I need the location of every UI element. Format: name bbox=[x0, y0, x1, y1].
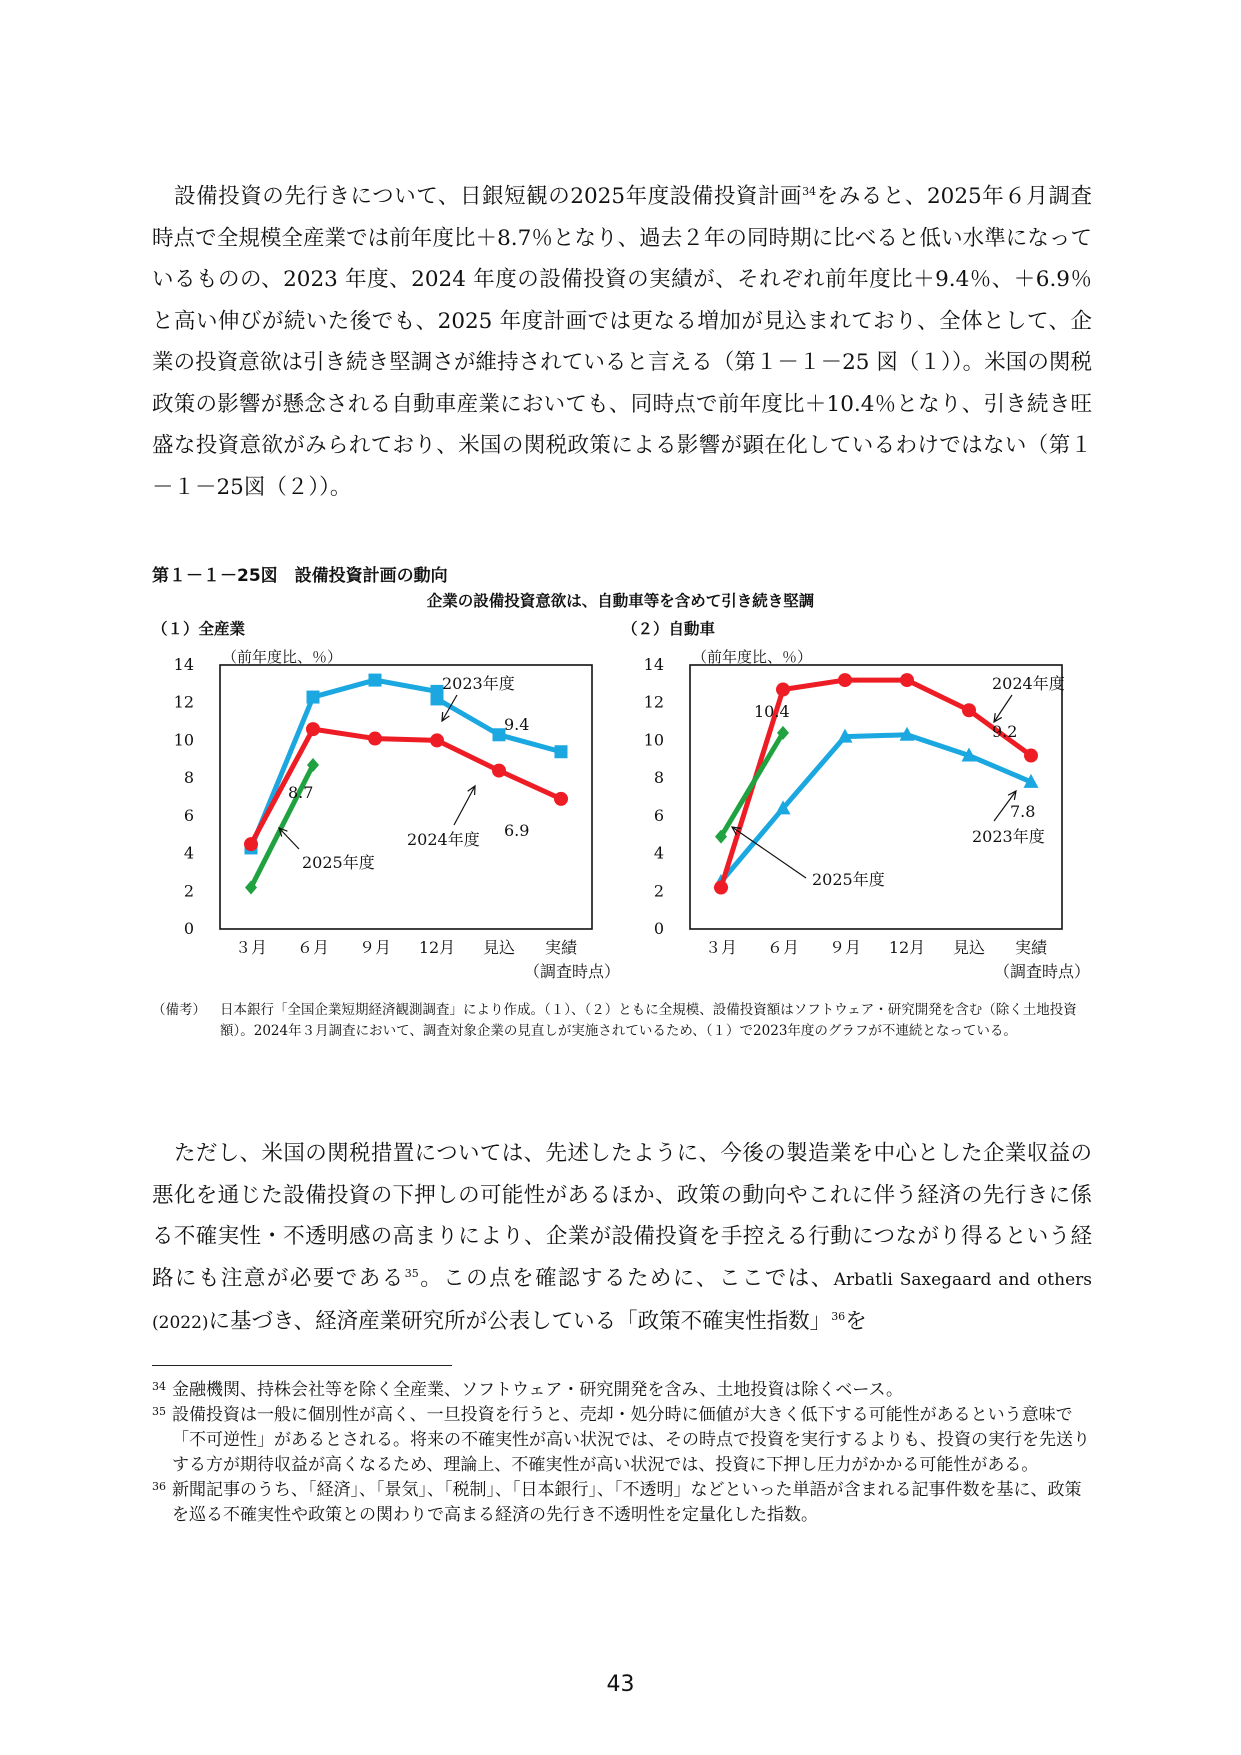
y-tick-label: 8 bbox=[653, 768, 664, 788]
label-2024: 2024年度 bbox=[992, 674, 1065, 693]
footnote-text: 新聞記事のうち、「経済」、「景気」、「税制」、「日本銀行」、「不透明」などといった単語が含まれる記事件数を基に、政策を巡る不確実性や政策との関わりで高まる経済の先行き不透明性を定量化した指数。 bbox=[172, 1480, 1082, 1525]
footnote-36 bbox=[152, 1478, 1092, 1528]
x-tick-label: 実績 bbox=[1014, 938, 1048, 957]
circle-marker bbox=[714, 881, 728, 895]
x-axis-title: （調査時点） bbox=[993, 962, 1090, 981]
footnote-text: 金融機関、持株会社等を除く全産業、ソフトウェア・研究開発を含み、土地投資は除くベース。 bbox=[172, 1380, 903, 1400]
footnote-34 bbox=[152, 1378, 1092, 1403]
y-unit-label: （前年度比、％） bbox=[222, 648, 343, 666]
y-tick-label: 10 bbox=[643, 730, 664, 750]
x-tick-label: 12月 bbox=[418, 938, 456, 957]
x-tick-label: ３月 bbox=[704, 938, 738, 957]
panel1-label: （１）全産業 bbox=[152, 620, 246, 638]
intro-text-part2: をみると、2025年６月調査時点で全規模全産業では前年度比＋8.7％となり、過去２年の同時期に比べると低い水準になっているものの、2023 年度、2024 年度の設備投資の実績が、それぞれ前年度比＋9.4％、＋6.9％と高い伸びが続いた後でも、2025 年度計画では更なる増加が見込まれており、全体として、企業の投資意欲は引き続き堅調さが維持されていると言える（第１－１－25 図（１））。米国の関税政策の影響が懸念される自動車産業においても、同時点で前年度比＋10.4％となり、引き続き旺盛な投資意欲がみられており、米国の関税政策による影響が顕在化しているわけではない（第１－１－25図（２））。 bbox=[152, 184, 1093, 500]
footnote-ref-34[interactable]: 34 bbox=[802, 184, 817, 198]
y-tick-label: 0 bbox=[183, 919, 194, 938]
square-marker bbox=[555, 745, 568, 758]
circle-marker bbox=[430, 733, 444, 747]
y-tick-label: 2 bbox=[653, 881, 664, 901]
square-marker bbox=[307, 691, 320, 704]
data-label-2023: 7.8 bbox=[1010, 802, 1036, 821]
data-label-2025: 8.7 bbox=[288, 783, 314, 802]
arrow-2024 bbox=[994, 695, 1012, 722]
circle-marker bbox=[368, 732, 382, 746]
y-tick-label: 0 bbox=[653, 919, 664, 938]
footnote-35 bbox=[152, 1403, 1092, 1478]
label-2024: 2024年度 bbox=[407, 830, 480, 849]
circle-marker bbox=[244, 837, 258, 851]
x-tick-label: ９月 bbox=[358, 938, 392, 957]
x-tick-label: ９月 bbox=[828, 938, 862, 957]
x-tick-label: ３月 bbox=[234, 938, 268, 957]
note-text: 日本銀行「全国企業短期経済観測調査」により作成。（１）、（２）ともに全規模、設備投資額はソフトウェア・研究開発を含む（除く土地投資額）。2024年３月調査において、調査対象企業の見直しが実施されているため、（１）で2023年度のグラフが不連続となっている。 bbox=[220, 1002, 1077, 1039]
y-tick-label: 8 bbox=[183, 768, 194, 788]
chart-all-industries bbox=[152, 645, 622, 990]
footnote-number: 34 bbox=[152, 1380, 166, 1393]
y-tick-label: 12 bbox=[643, 692, 664, 712]
y-tick-label: 4 bbox=[653, 843, 664, 863]
y-unit-label: （前年度比、％） bbox=[692, 648, 813, 666]
arrow-2024-head bbox=[994, 713, 1002, 722]
chart-automobile bbox=[622, 645, 1092, 990]
p2-part2: 。この点を確認するために、ここでは、 bbox=[418, 1265, 834, 1291]
p2-part4: を bbox=[845, 1309, 867, 1334]
circle-marker bbox=[554, 792, 568, 806]
y-tick-label: 12 bbox=[173, 692, 194, 712]
footnote-text: 設備投資は一般に個別性が高く、一旦投資を行うと、売却・処分時に価値が大きく低下する可能性があるという意味で「不可逆性」があるとされる。将来の不確実性が高い状況では、その時点で投資を実行するよりも、投資の実行を先送りする方が期待収益が高くなるため、理論上、不確実性が高い状況では、投資に下押し圧力がかかる可能性がある。 bbox=[172, 1405, 1090, 1475]
series-line-2023-b bbox=[437, 699, 561, 752]
footnote-number: 36 bbox=[152, 1480, 166, 1493]
y-tick-label: 14 bbox=[173, 655, 194, 674]
footnote-ref-36[interactable]: 36 bbox=[831, 1309, 846, 1323]
page-number: 43 bbox=[606, 1672, 635, 1697]
data-label-2024: 9.2 bbox=[992, 722, 1018, 741]
footnotes bbox=[152, 1378, 1092, 1528]
x-tick-label: 見込 bbox=[952, 938, 986, 957]
y-tick-label: 4 bbox=[183, 843, 194, 863]
note-label: （備考） bbox=[152, 1002, 206, 1018]
data-label-2023: 9.4 bbox=[504, 715, 530, 734]
circle-marker bbox=[838, 673, 852, 687]
x-tick-label: 12月 bbox=[888, 938, 926, 957]
x-tick-label: ６月 bbox=[766, 938, 800, 957]
second-paragraph bbox=[152, 1133, 1092, 1345]
x-tick-label: 見込 bbox=[482, 938, 516, 957]
panel2-label: （２）自動車 bbox=[622, 620, 716, 638]
footnote-divider bbox=[152, 1365, 452, 1366]
series-line-2023 bbox=[251, 680, 437, 848]
p2-part1: ただし、米国の関税措置については、先述したように、今後の製造業を中心とした企業収益の悪化を通じた設備投資の下押しの可能性があるほか、政策の動向やこれに伴う経済の先行きに係る不確実性・不透明感の高まりにより、企業が設備投資を手控える行動につながり得るという経路にも注意が必要である bbox=[152, 1141, 1092, 1291]
data-label-2025: 10.4 bbox=[754, 702, 790, 721]
figure-subtitle: 企業の設備投資意欲は、自動車等を含めて引き続き堅調 bbox=[426, 592, 815, 610]
circle-marker bbox=[492, 764, 506, 778]
circle-marker bbox=[1024, 749, 1038, 763]
circle-marker bbox=[900, 673, 914, 687]
x-axis-title: （調査時点） bbox=[523, 962, 620, 981]
intro-paragraph bbox=[152, 176, 1092, 508]
circle-marker bbox=[776, 683, 790, 697]
x-tick-label: ６月 bbox=[296, 938, 330, 957]
arrow-2024 bbox=[454, 786, 475, 825]
p2-citation: Arbatli Saxegaard and others (2022) bbox=[152, 1269, 1092, 1333]
intro-text-part1: 設備投資の先行きについて、日銀短観の2025年度設備投資計画 bbox=[174, 184, 803, 209]
y-tick-label: 2 bbox=[183, 881, 194, 901]
x-tick-label: 実績 bbox=[544, 938, 578, 957]
y-tick-label: 14 bbox=[643, 655, 664, 674]
label-2025: 2025年度 bbox=[812, 870, 885, 889]
circle-marker bbox=[962, 703, 976, 717]
label-2023: 2023年度 bbox=[442, 674, 515, 693]
square-marker bbox=[431, 692, 444, 705]
square-marker bbox=[369, 674, 382, 687]
footnote-number: 35 bbox=[152, 1405, 166, 1418]
y-tick-label: 10 bbox=[173, 730, 194, 750]
label-2023: 2023年度 bbox=[972, 827, 1045, 846]
y-tick-label: 6 bbox=[653, 805, 664, 825]
data-label-2024: 6.9 bbox=[504, 821, 530, 840]
footnote-ref-35[interactable]: 35 bbox=[404, 1266, 419, 1280]
label-2025: 2025年度 bbox=[302, 853, 375, 872]
y-tick-label: 6 bbox=[183, 805, 194, 825]
arrow-2025 bbox=[279, 828, 299, 849]
figure-note bbox=[152, 1000, 1092, 1042]
circle-marker bbox=[306, 722, 320, 736]
figure-title: 第１－１－25図 設備投資計画の動向 bbox=[152, 566, 448, 586]
p2-part3: に基づき、経済産業研究所が公表している「政策不確実性指数」 bbox=[208, 1309, 832, 1334]
